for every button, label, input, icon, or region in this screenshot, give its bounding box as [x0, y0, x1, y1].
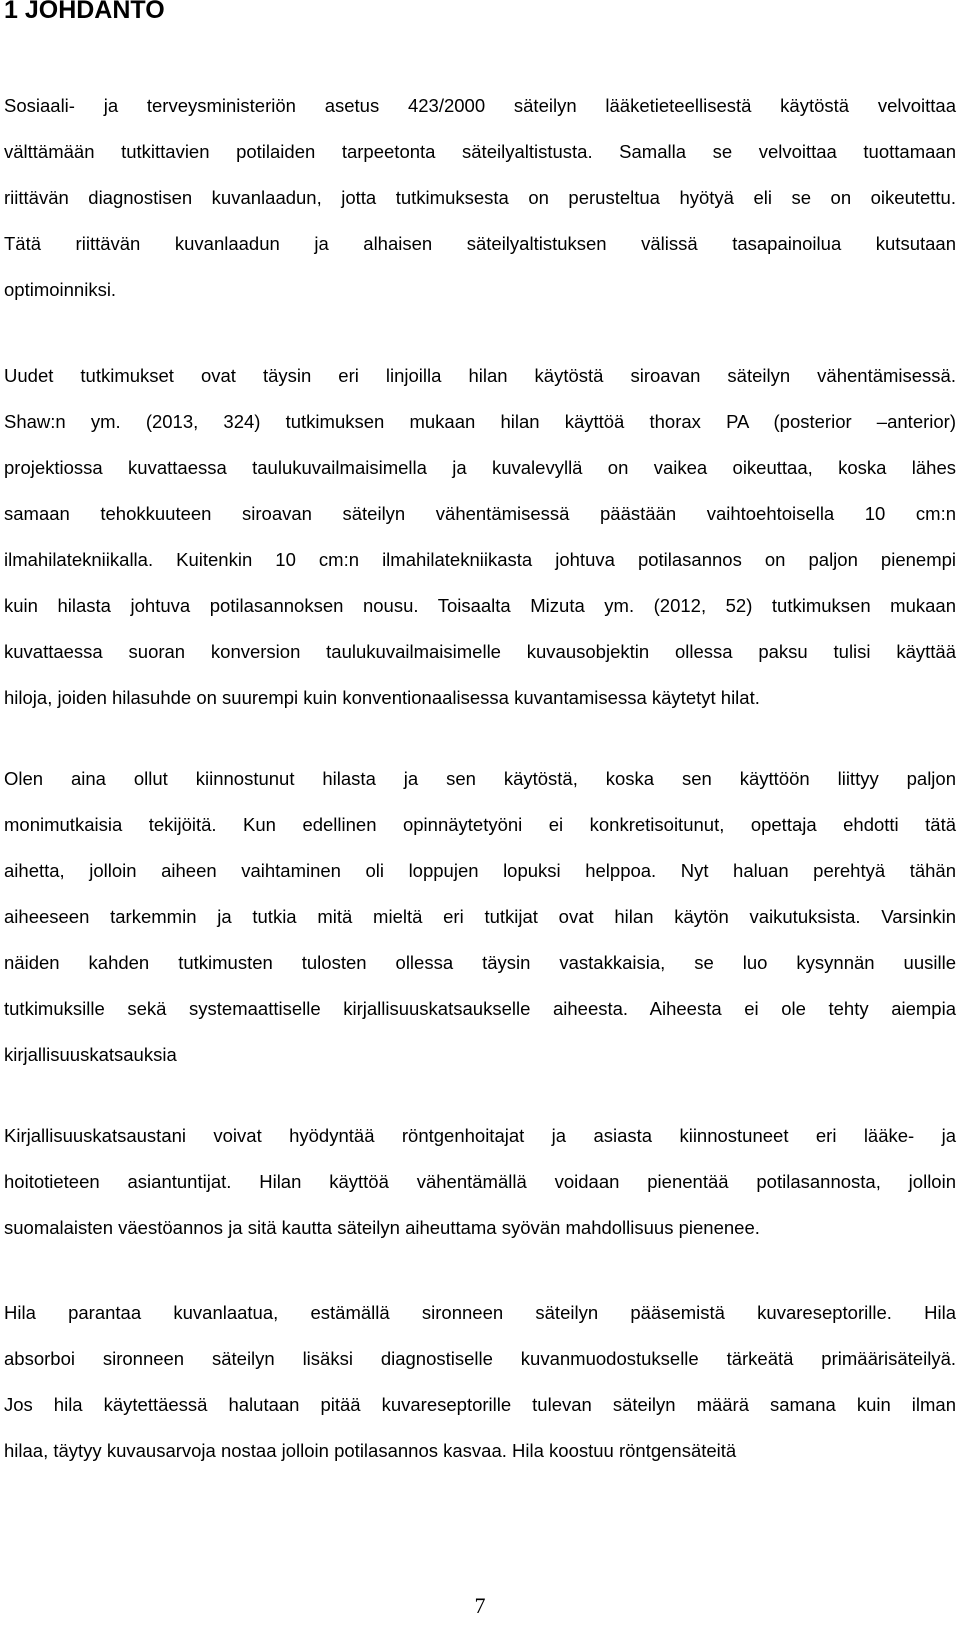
page-number: 7: [474, 1593, 486, 1618]
paragraph-line: hilaa, täytyy kuvausarvoja nostaa jolloin potilasannos kasvaa. Hila koostuu röntgensäteitä: [4, 1440, 737, 1461]
paragraph-line: Olen aina ollut kiinnostunut hilasta ja sen käytöstä, koska sen käyttöön liittyy paljon: [4, 768, 956, 789]
paragraph-motivation: [4, 756, 956, 1078]
paragraph-line: aihetta, jolloin aiheen vaihtaminen oli loppujen lopuksi helppoa. Nyt haluan perehtyä tähän: [4, 860, 956, 881]
paragraph-line: ilmahilatekniikalla. Kuitenkin 10 cm:n ilmahilatekniikasta johtuva potilasannos on paljon pienempi: [4, 549, 956, 570]
paragraph-line: Tätä riittävän kuvanlaadun ja alhaisen säteilyaltistuksen välissä tasapainoilua kutsutaan: [4, 233, 956, 254]
paragraph-line: projektiossa kuvattaessa taulukuvailmaisimella ja kuvalevyllä on vaikea oikeuttaa, koska lähes: [4, 457, 956, 478]
paragraph-line: optimoinniksi.: [4, 279, 117, 300]
chapter-heading: 1 JOHDANTO: [4, 0, 165, 24]
paragraph-line: suomalaisten väestöannos ja sitä kautta säteilyn aiheuttama syövän mahdollisuus pienenee.: [4, 1217, 760, 1238]
paragraph-line: Hila parantaa kuvanlaatua, estämällä sironneen säteilyn pääsemistä kuvareseptorille. Hila: [4, 1302, 956, 1323]
paragraph-line: Uudet tutkimukset ovat täysin eri linjoilla hilan käytöstä siroavan säteilyn vähentämisessä.: [4, 365, 956, 386]
paragraph-grid-function: [4, 1290, 956, 1474]
paragraph-line: riittävän diagnostisen kuvanlaadun, jotta tutkimuksesta on perusteltua hyötyä eli se on oikeutettu.: [4, 187, 956, 208]
paragraph-line: Kirjallisuuskatsaustani voivat hyödyntää röntgenhoitajat ja asiasta kiinnostuneet eri lääke- ja: [4, 1125, 956, 1146]
paragraph-line: näiden kahden tutkimusten tulosten ollessa täysin vastakkaisia, se luo kysynnän uusille: [4, 952, 956, 973]
paragraph-line: Sosiaali- ja terveysministeriön asetus 423/2000 säteilyn lääketieteellisestä käytöstä velvoittaa: [4, 95, 956, 116]
paragraph-line: kuin hilasta johtuva potilasannoksen nousu. Toisaalta Mizuta ym. (2012, 52) tutkimuksen mukaan: [4, 595, 956, 616]
paragraph-intro: [4, 83, 956, 313]
paragraph-line: tutkimuksille sekä systemaattiselle kirjallisuuskatsaukselle aiheesta. Aiheesta ei ole tehty aiempia: [4, 998, 956, 1019]
paragraph-line: kuvattaessa suoran konversion taulukuvailmaisimelle kuvausobjektin ollessa paksu tulisi käyttää: [4, 641, 956, 662]
paragraph-line: absorboi sironneen säteilyn lisäksi diagnostiselle kuvanmuodostukselle tärkeätä primäärisäteilyä.: [4, 1348, 956, 1369]
paragraph-line: välttämään tutkittavien potilaiden tarpeetonta säteilyaltistusta. Samalla se velvoittaa tuottamaan: [4, 141, 956, 162]
paragraph-line: hiloja, joiden hilasuhde on suurempi kuin konventionaalisessa kuvantamisessa käytetyt hilat.: [4, 687, 760, 708]
paragraph-line: samaan tehokkuuteen siroavan säteilyn vähentämisessä päästään vaihtoehtoisella 10 cm:n: [4, 503, 956, 524]
paragraph-line: aiheeseen tarkemmin ja tutkia mitä mieltä eri tutkijat ovat hilan käytön vaikutuksista. Varsinkin: [4, 906, 956, 927]
paragraph-audience: [4, 1113, 956, 1251]
paragraph-line: Jos hila käytettäessä halutaan pitää kuvareseptorille tulevan säteilyn määrä samana kuin ilman: [4, 1394, 956, 1415]
paragraph-research: [4, 353, 956, 721]
paragraph-line: monimutkaisia tekijöitä. Kun edellinen opinnäytetyöni ei konkretisoitunut, opettaja ehdotti tätä: [4, 814, 956, 835]
paragraph-line: Shaw:n ym. (2013, 324) tutkimuksen mukaan hilan käyttöä thorax PA (posterior –anterior): [4, 411, 956, 432]
paragraph-line: hoitotieteen asiantuntijat. Hilan käyttöä vähentämällä voidaan pienentää potilasannosta, jolloin: [4, 1171, 956, 1192]
paragraph-line: kirjallisuuskatsauksia: [4, 1044, 177, 1065]
